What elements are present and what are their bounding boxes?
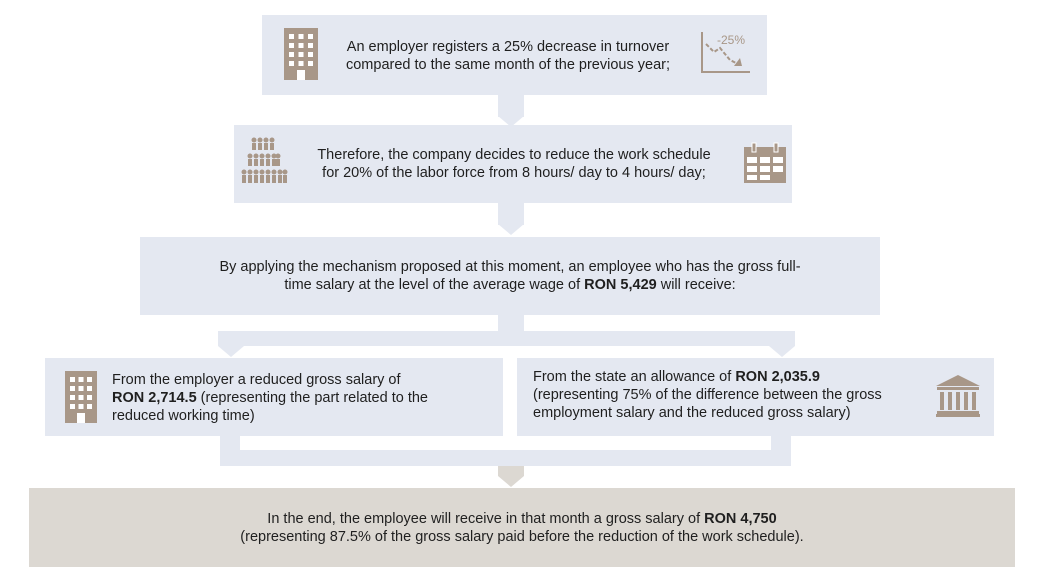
step-2-line-2: for 20% of the labor force from 8 hours/ day to 4 hours/ day; [322, 165, 706, 181]
step-2-line-1: Therefore, the company decides to reduce the work schedule [317, 147, 711, 163]
step-3-text [150, 258, 870, 294]
arrow-to-final [498, 476, 524, 487]
split-bar [218, 331, 795, 346]
final-line-2: (representing 87.5% of the gross salary paid before the reduction of the work schedule). [240, 529, 804, 545]
merge-bar [220, 450, 791, 466]
step-3-line-2-pre: time salary at the level of the average wage of [284, 277, 585, 293]
employer-line-2-post: (representing the part related to the [196, 390, 428, 406]
final-line-1 [40, 510, 1004, 528]
office-building-icon [65, 371, 97, 423]
arrow-to-employer [218, 346, 244, 357]
employer-line-2 [112, 389, 497, 407]
step-1-text [322, 38, 694, 74]
decrease-badge: -25% [717, 33, 746, 47]
state-bank-icon [936, 375, 980, 417]
arrow-2-3 [498, 224, 524, 235]
connector-2-3 [498, 203, 524, 225]
state-line-2: (representing 75% of the difference between the gross [533, 387, 882, 403]
calendar-icon [744, 143, 786, 183]
final-salary-value: RON 4,750 [704, 511, 777, 527]
step-3-line-2 [150, 276, 870, 294]
workforce-group-icon [241, 137, 287, 189]
state-text [533, 368, 933, 422]
state-line-3: employment salary and the reduced gross salary) [533, 405, 851, 421]
step-1-line-1: An employer registers a 25% decrease in turnover [346, 39, 670, 55]
office-building-icon [284, 28, 318, 80]
state-allowance-value: RON 2,035.9 [735, 369, 820, 385]
state-line-1 [533, 368, 933, 386]
final-text [40, 510, 1004, 546]
average-wage-value: RON 5,429 [584, 277, 657, 293]
final-line-1-pre: In the end, the employee will receive in that month a gross salary of [267, 511, 705, 527]
employer-line-3: reduced working time) [112, 408, 255, 424]
connector-merge-final [498, 466, 524, 476]
employer-line-1: From the employer a reduced gross salary of [112, 372, 401, 388]
step-1-line-2: compared to the same month of the previous year; [345, 57, 670, 73]
step-2-text [290, 146, 738, 182]
employer-text [112, 371, 497, 425]
arrow-to-state [769, 346, 795, 357]
step-3-line-1: By applying the mechanism proposed at this moment, an employee who has the gross full- [219, 259, 801, 275]
connector-1-2 [498, 95, 524, 117]
step-3-line-2-post: will receive: [656, 277, 736, 293]
employer-salary-value: RON 2,714.5 [112, 390, 197, 406]
state-line-1-pre: From the state an allowance of [533, 369, 736, 385]
